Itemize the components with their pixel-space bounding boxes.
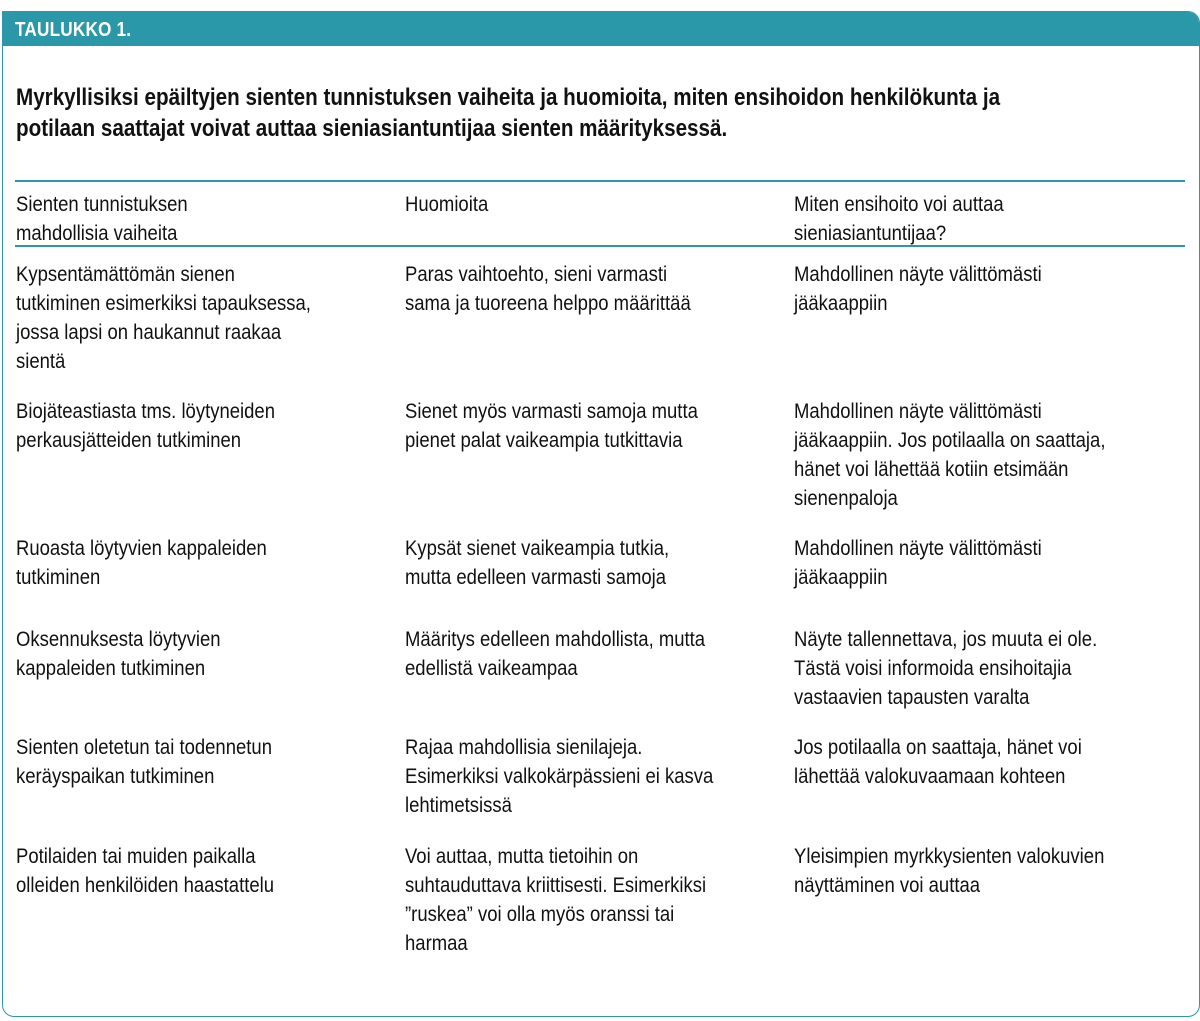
cell-line: Kypsentämättömän sienen [16,262,235,286]
cell-line: perkausjätteiden tutkiminen [16,428,242,452]
table-row-4-step [16,625,221,683]
cell-line: Mahdollinen näyte välittömästi [794,262,1042,286]
cell-line: mutta edelleen varmasti samoja [405,565,667,589]
cell-line: vastaavien tapausten varalta [794,685,1030,709]
cell-line: jääkaappiin. Jos potilaalla on saattaja, [794,428,1106,452]
cell-line: Määritys edelleen mahdollista, mutta [405,627,706,651]
cell-line: tutkiminen esimerkiksi tapauksessa, [16,291,311,315]
table-row-5-help [794,733,1082,791]
cell-line: Ruoasta löytyvien kappaleiden [16,536,267,560]
column-header-line: mahdollisia vaiheita [16,221,178,245]
cell-line: keräyspaikan tutkiminen [16,764,215,788]
cell-line: kappaleiden tutkiminen [16,656,206,680]
table-row-3-step [16,534,267,592]
cell-line: Oksennuksesta löytyvien [16,627,221,651]
cell-line: lähettää valokuvaamaan kohteen [794,764,1066,788]
cell-line: jossa lapsi on haukannut raakaa [16,320,282,344]
table-caption [16,82,1134,144]
cell-line: ”ruskea” voi olla myös oranssi tai [405,902,675,926]
column-header-help [794,190,1004,248]
table-header-rule [15,245,1185,247]
table-row-2-note [405,397,698,455]
cell-line: Yleisimpien myrkkysienten valokuvien [794,844,1105,868]
cell-line: Potilaiden tai muiden paikalla [16,844,256,868]
column-header-line: Huomioita [405,192,489,216]
table-row-3-help [794,534,1042,592]
table-label: TAULUKKO 1. [15,19,132,41]
table-row-1-step [16,260,311,376]
column-header-line: Sienten tunnistuksen [16,192,188,216]
cell-line: Jos potilaalla on saattaja, hänet voi [794,735,1082,759]
cell-line: Paras vaihtoehto, sieni varmasti [405,262,668,286]
cell-line: tutkiminen [16,565,101,589]
column-header-steps [16,190,188,248]
cell-line: harmaa [405,931,468,955]
column-header-notes [405,190,488,219]
caption-line: Myrkyllisiksi epäiltyjen sienten tunnistuksen vaiheita ja huomioita, miten ensihoidon henkilökunta ja [16,84,1001,111]
table-row-5-note [405,733,713,820]
cell-line: sama ja tuoreena helppo määrittää [405,291,691,315]
cell-line: Rajaa mahdollisia sienilajeja. [405,735,643,759]
cell-line: suhtauduttava kriittisesti. Esimerkiksi [405,873,707,897]
table-row-4-help [794,625,1097,712]
cell-line: Mahdollinen näyte välittömästi [794,399,1042,423]
cell-line: lehtimetsissä [405,793,512,817]
cell-line: Mahdollinen näyte välittömästi [794,536,1042,560]
table-row-6-step [16,842,274,900]
cell-line: Sienet myös varmasti samoja mutta [405,399,698,423]
table-row-3-note [405,534,669,592]
cell-line: olleiden henkilöiden haastattelu [16,873,275,897]
cell-line: Näyte tallennettava, jos muuta ei ole. [794,627,1098,651]
cell-line: Kypsät sienet vaikeampia tutkia, [405,536,670,560]
table-row-2-step [16,397,275,455]
table-row-1-note [405,260,691,318]
caption-line: potilaan saattajat voivat auttaa sieniasiantuntijaa sienten määrityksessä. [16,115,728,142]
column-header-line: Miten ensihoito voi auttaa [794,192,1004,216]
cell-line: Biojäteastiasta tms. löytyneiden [16,399,276,423]
table-top-rule [15,180,1185,182]
table-row-6-note [405,842,706,958]
cell-line: jääkaappiin [794,291,888,315]
cell-line: Tästä voisi informoida ensihoitajia [794,656,1072,680]
table-row-2-help [794,397,1105,513]
cell-line: näyttäminen voi auttaa [794,873,981,897]
cell-line: hänet voi lähettää kotiin etsimään [794,457,1069,481]
cell-line: edellistä vaikeampaa [405,656,578,680]
cell-line: sienenpaloja [794,486,898,510]
cell-line: jääkaappiin [794,565,888,589]
cell-line: pienet palat vaikeampia tutkittavia [405,428,683,452]
table-row-6-help [794,842,1104,900]
table-header-bar [3,12,1199,46]
cell-line: sientä [16,349,66,373]
table-row-1-help [794,260,1042,318]
cell-line: Sienten oletetun tai todennetun [16,735,272,759]
column-header-line: sieniasiantuntijaa? [794,221,947,245]
table-frame [2,11,1200,1017]
cell-line: Voi auttaa, mutta tietoihin on [405,844,639,868]
table-row-4-note [405,625,705,683]
cell-line: Esimerkiksi valkokärpässieni ei kasva [405,764,714,788]
table-row-5-step [16,733,272,791]
